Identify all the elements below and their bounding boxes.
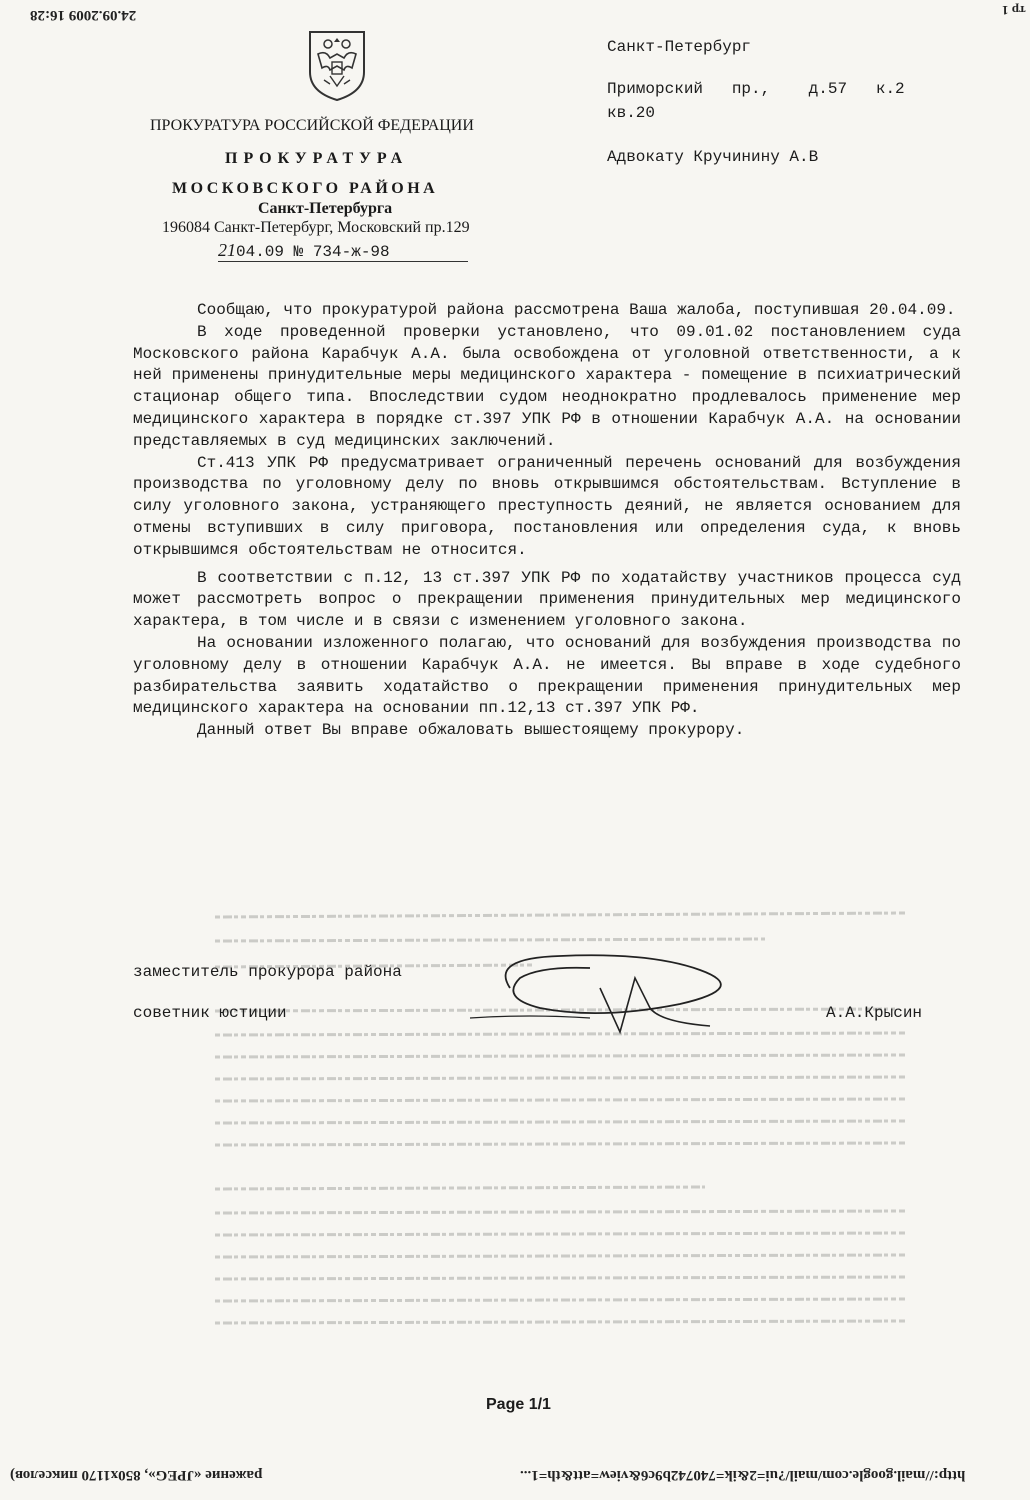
footer-image-info: ражение «JPEG», 850x1170 пикселов) [10, 1467, 263, 1483]
recipient-apartment: кв.20 [607, 104, 656, 122]
org-name: ПРОКУРАТУРА РОССИЙСКОЙ ФЕДЕРАЦИИ [150, 117, 474, 134]
footer-url: http://mail.google.com/mail/?ui=2&ik=740742b9c6&view=att&th=1... [520, 1467, 966, 1483]
ref-handwritten-day: 21 [218, 240, 236, 260]
letter-body [133, 300, 961, 742]
signatory-rank: советник юстиции [133, 1004, 287, 1022]
corner-mark: тр 1 [1002, 3, 1026, 18]
org-title: ПРОКУРАТУРА [225, 150, 409, 167]
recipient-street: Приморский пр., д.57 к.2 [607, 80, 905, 98]
ref-number: 04.09 № 734-ж-98 [236, 243, 390, 261]
body-paragraph-3: Ст.413 УПК РФ предусматривает ограниченный перечень оснований для возбуждения производства по уголовному делу по вновь открывшимся обстоятельствам. Вступление в силу уголовного закона, устраняющего преступность деяний, не является основанием для отмены вступивших в силу приговора, постановления или определения суда, к вновь открывшимся обстоятельствам не относится. [133, 453, 961, 559]
body-paragraph-5: На основании изложенного полагаю, что оснований для возбуждения производства по уголовному делу в отношении Карабчук А.А. не имеется. Вы вправе в ходе судебного разбирательства заявить ходатайство о прекращении применения принудительных мер медицинского характера на основании пп.12,13 ст.397 УПК РФ. [133, 633, 961, 718]
outgoing-reference [218, 240, 468, 262]
body-paragraph-4: В соответствии с п.12, 13 ст.397 УПК РФ по ходатайству участников процесса суд может рассмотреть вопрос о прекращении применения принудительных мер медицинского характера, в том числе и в связи с изменением уголовного закона. [133, 568, 961, 631]
fax-timestamp: 24.09.2009 16:28 [30, 7, 137, 23]
page-number: Page 1/1 [486, 1396, 551, 1413]
body-paragraph-2: В ходе проведенной проверки установлено, что 09.01.02 постановлением суда Московского района Карабчук А.А. была освобождена от уголовной ответственности, а к ней применены принудительные меры медицинского характера - помещение в психиатрический стационар общего типа. Впоследствии судом неоднократно продлевалось применение мер медицинского характера в порядке ст.397 УПК РФ в отношении Карабчук А.А. на основании представляемых в суд медицинских заключений. [133, 322, 961, 450]
org-city: Санкт-Петербурга [258, 200, 393, 217]
signatory-name: А.А.Крысин [826, 1004, 923, 1022]
body-paragraph-6: Данный ответ Вы вправе обжаловать вышестоящему прокурору. [197, 721, 745, 740]
org-district: МОСКОВСКОГО РАЙОНА [172, 180, 439, 197]
coat-of-arms-icon [306, 28, 368, 102]
signatory-position: заместитель прокурора района [133, 963, 402, 981]
handwritten-signature [450, 948, 770, 1038]
body-paragraph-1: Сообщаю, что прокуратурой района рассмотрена Ваша жалоба, поступившая 20.04.09. [197, 301, 956, 319]
recipient-addressee: Адвокату Кручинину А.В [607, 148, 819, 166]
org-address: 196084 Санкт-Петербург, Московский пр.129 [162, 219, 470, 236]
recipient-city: Санкт-Петербург [607, 38, 752, 56]
